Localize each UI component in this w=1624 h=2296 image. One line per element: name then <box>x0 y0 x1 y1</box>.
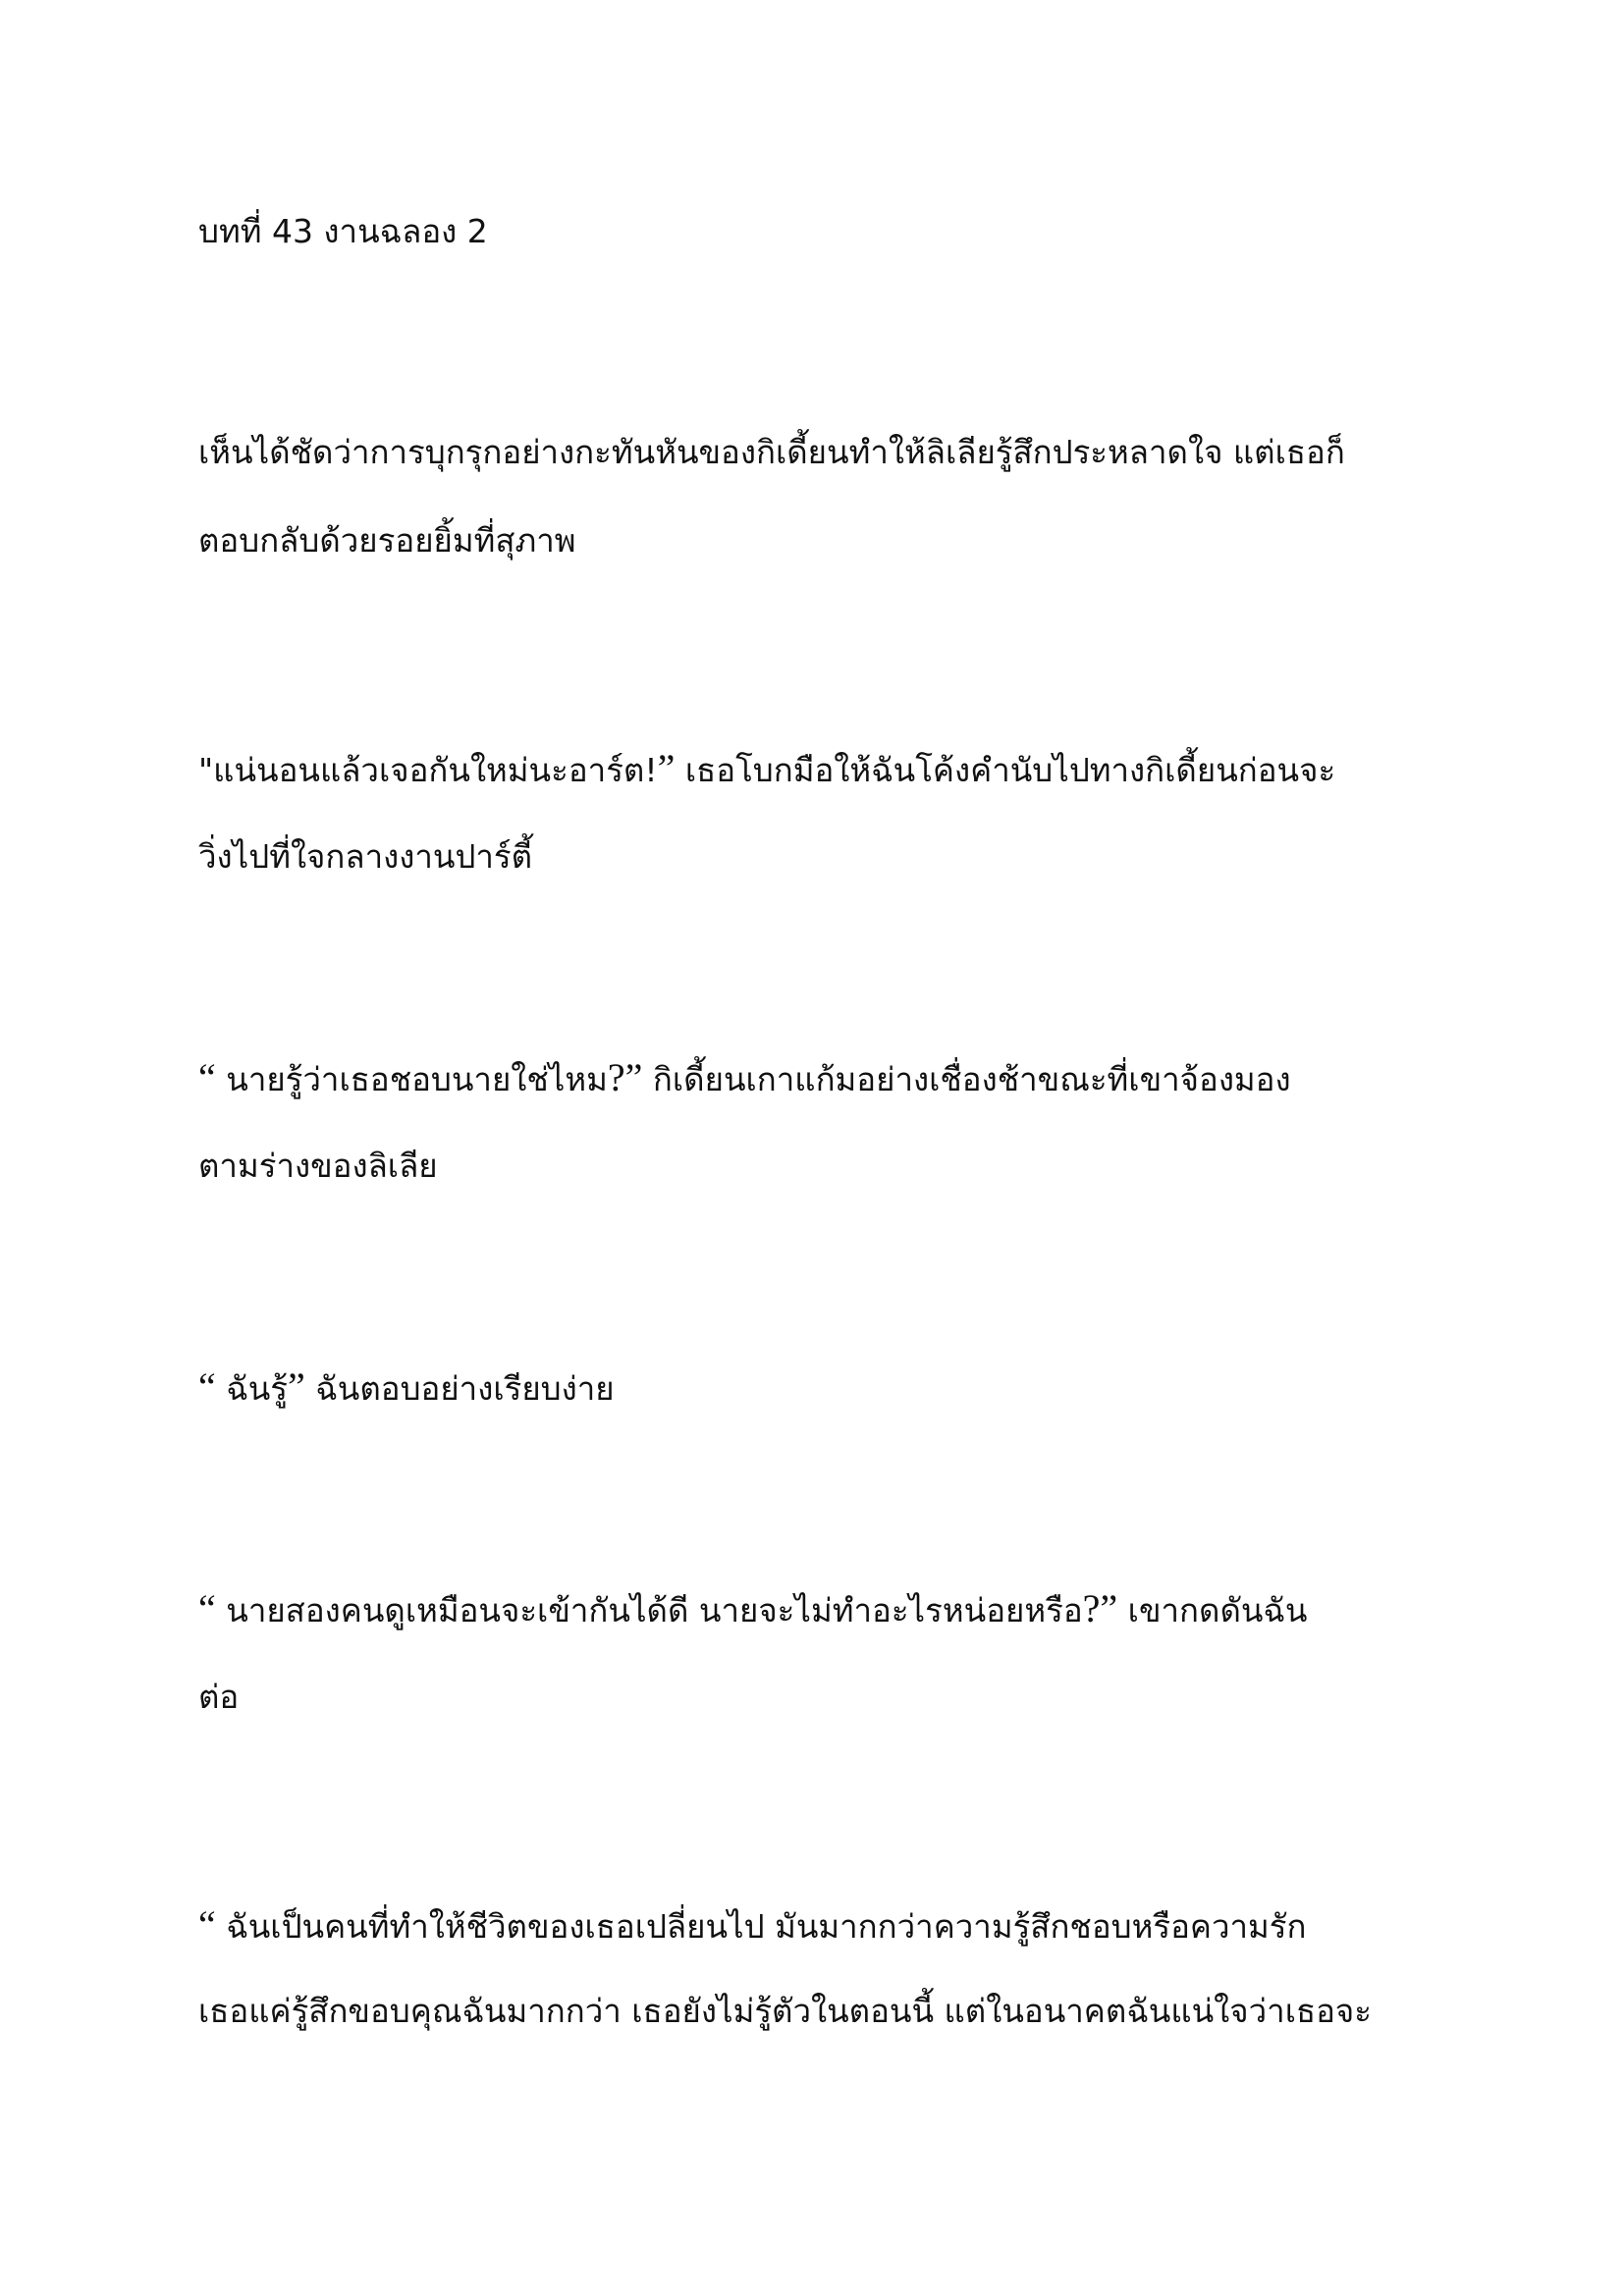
paragraph-5-close-quote: ?” <box>1082 1586 1118 1630</box>
paragraph-5-line-1 <box>198 1585 1475 1634</box>
paragraph-2-line-1 <box>198 745 1475 794</box>
paragraph-4-open-quote: “ <box>198 1364 216 1409</box>
paragraph-6-open-quote: “ <box>198 1902 216 1947</box>
paragraph-4-close-quote: ” <box>288 1364 305 1409</box>
paragraph-6-text-a: ฉันเป็นคนที่ทำให้ชีวิตของเธอเปลี่ยนไป มันมากกว่าความรู้สึกชอบหรือความรัก <box>215 1907 1307 1946</box>
paragraph-1-line-1: เห็นได้ชัดว่าการบุกรุกอย่างกะทันหันของกิเดี้ยนทำให้ลิเลียรู้สึกประหลาดใจ แต่เธอก็ <box>198 433 1345 471</box>
paragraph-6-line-2: เธอแค่รู้สึกขอบคุณฉันมากกว่า เธอยังไม่รู้ตัวในตอนนี้ แต่ในอนาคตฉันแน่ใจว่าเธอจะ <box>198 1992 1372 2030</box>
paragraph-3-line-1 <box>198 1054 1475 1103</box>
paragraph-3-text-b: กิเดี้ยนเกาแก้มอย่างเชื่องช้าขณะที่เขาจ้องมอง <box>642 1060 1291 1098</box>
paragraph-3-open-quote: “ <box>198 1055 216 1099</box>
paragraph-2-close-quote: ” <box>657 746 676 790</box>
paragraph-6-line-1 <box>198 1901 1475 1950</box>
paragraph-5-line-2: ต่อ <box>198 1678 240 1716</box>
paragraph-2-line-2: วิ่งไปที่ใจกลางงานปาร์ตี้ <box>198 837 533 876</box>
paragraph-4-text-b: ฉันตอบอย่างเรียบง่าย <box>304 1369 615 1408</box>
paragraph-3-close-quote: ?” <box>607 1055 643 1099</box>
chapter-title: บทที่ 43 งานฉลอง 2 <box>198 212 488 250</box>
paragraph-1-line-2: ตอบกลับด้วยรอยยิ้มที่สุภาพ <box>198 521 576 560</box>
paragraph-5-text-a: นายสองคนดูเหมือนจะเข้ากันได้ดี นายจะไม่ทำอะไรหน่อยหรือ <box>215 1591 1083 1629</box>
paragraph-2-text-a: "แน่นอนแล้วเจอกันใหม่นะอาร์ต! <box>198 751 658 789</box>
paragraph-4-line-1 <box>198 1363 1475 1413</box>
paragraph-5-open-quote: “ <box>198 1586 216 1630</box>
paragraph-4-text-a: ฉันรู้ <box>215 1369 289 1408</box>
paragraph-3-line-2: ตามร่างของลิเลีย <box>198 1147 438 1185</box>
paragraph-2-text-b: เธอโบกมือให้ฉันโค้งคำนับไปทางกิเดี้ยนก่อนจะ <box>675 751 1336 789</box>
paragraph-3-text-a: นายรู้ว่าเธอชอบนายใช่ไหม <box>215 1060 608 1098</box>
paragraph-5-text-b: เขากดดันฉัน <box>1117 1591 1308 1629</box>
